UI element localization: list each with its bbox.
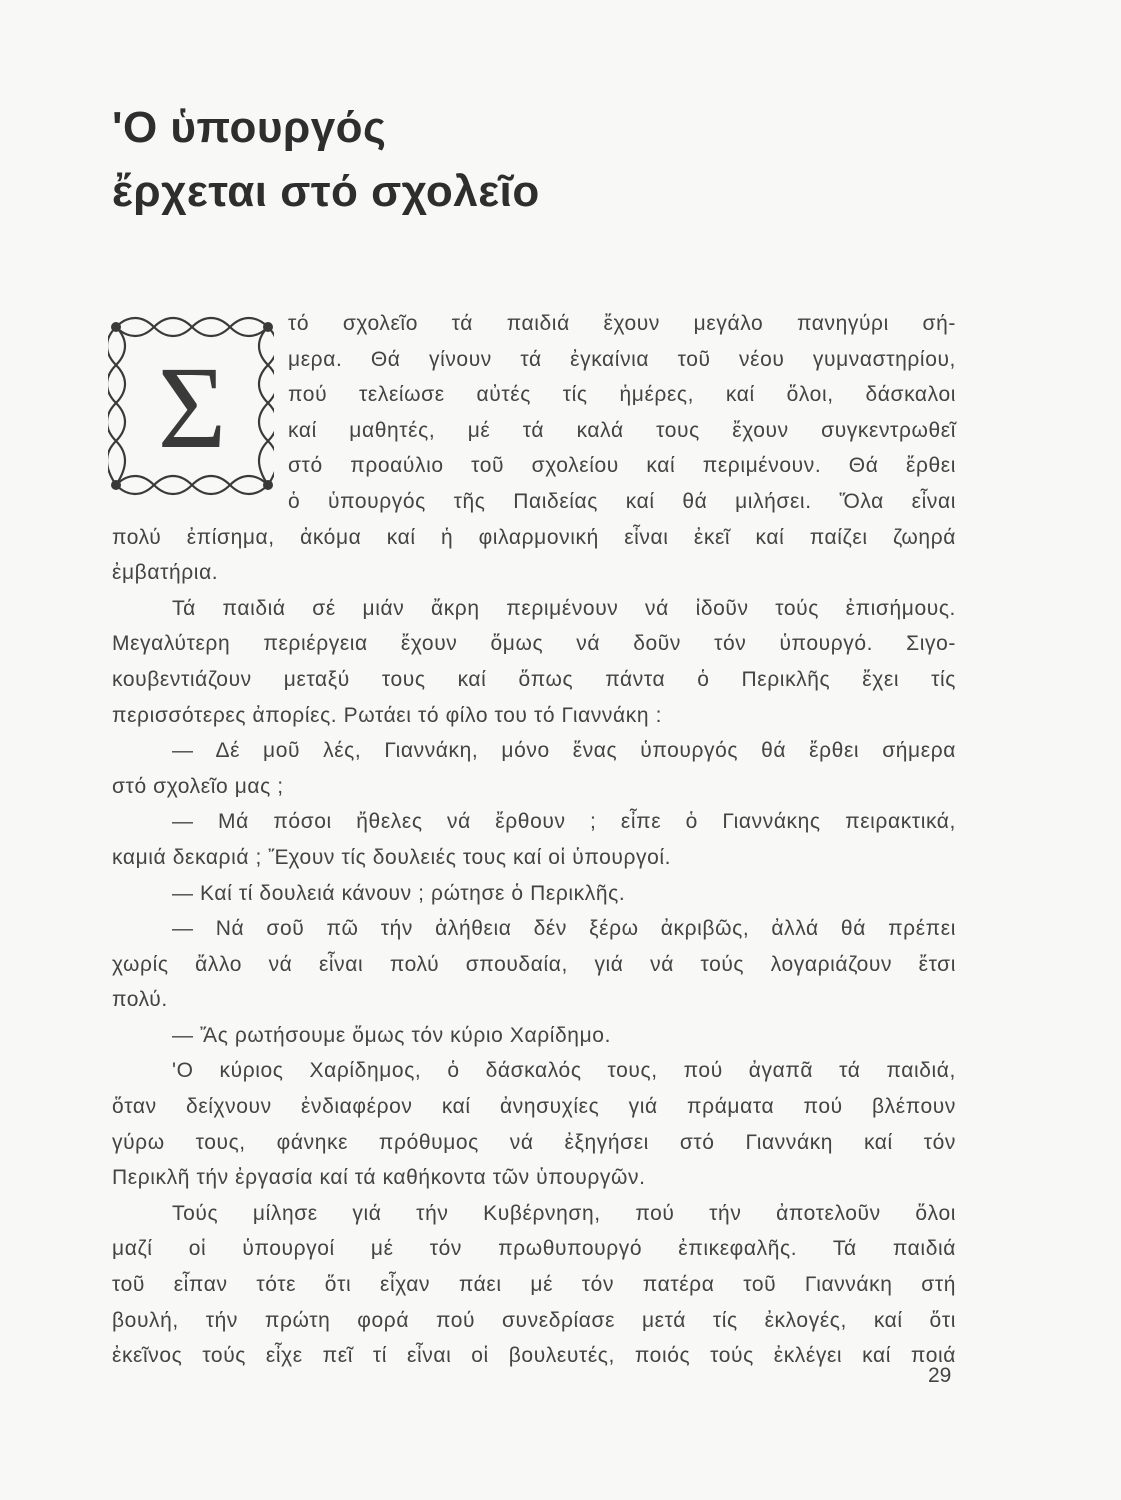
- text-line: πολύ ἐπίσημα, ἀκόμα καί ἡ φιλαρμονική εἶναι ἐκεῖ καί παίζει ζωηρά: [112, 525, 956, 549]
- text-line: 'Ο κύριος Χαρίδημος, ὁ δάσκαλός τους, πού ἀγαπᾶ τά παιδιά,: [172, 1059, 956, 1083]
- text-line: βουλή, τήν πρώτη φορά πού συνεδρίασε μετά τίς ἐκλογές, καί ὅτι: [112, 1308, 956, 1332]
- chapter-title-line-2: ἔρχεται στό σχολεῖο: [112, 167, 540, 216]
- text-line: Τά παιδιά σέ μιάν ἄκρη περιμένουν νά ἰδοῦν τούς ἐπισήμους.: [172, 596, 956, 620]
- text-line: γύρω τους, φάνηκε πρόθυμος νά ἐξηγήσει στό Γιαννάκη καί τόν: [112, 1130, 956, 1154]
- text-line: Περικλῆ τήν ἐργασία καί τά καθήκοντα τῶν ὑπουργῶν.: [112, 1166, 646, 1190]
- body-text: [112, 306, 956, 1374]
- text-line: μερα. Θά γίνουν τά ἐγκαίνια τοῦ νέου γυμναστηρίου,: [288, 347, 956, 371]
- text-line: τό σχολεῖο τά παιδιά ἔχουν μεγάλο πανηγύρι σή-: [288, 312, 956, 335]
- text-line: καί μαθητές, μέ τά καλά τους ἔχουν συγκεντρωθεῖ: [288, 418, 956, 442]
- text-line: πού τελείωσε αὐτές τίς ἡμέρες, καί ὅλοι, δάσκαλοι: [288, 383, 956, 407]
- text-line: στό σχολεῖο μας ;: [112, 774, 284, 798]
- text-line: Τούς μίλησε γιά τήν Κυβέρνηση, πού τήν ἀποτελοῦν ὅλοι: [172, 1201, 956, 1225]
- text-line: Μεγαλύτερη περιέργεια ἔχουν ὅμως νά δοῦν τόν ὑπουργό. Σιγο-: [112, 632, 956, 656]
- text-line: — Καί τί δουλειά κάνουν ; ρώτησε ὁ Περικλῆς.: [172, 881, 626, 905]
- text-line: — Μά πόσοι ἤθελες νά ἔρθουν ; εἶπε ὁ Γιαννάκης πειρακτικά,: [172, 810, 956, 834]
- text-line: ἐκεῖνος τούς εἶχε πεῖ τί εἶναι οἱ βουλευτές, ποιός τούς ἐκλέγει καί ποιά: [112, 1344, 956, 1368]
- text-line: — Νά σοῦ πῶ τήν ἀλήθεια δέν ξέρω ἀκριβῶς, ἀλλά θά πρέπει: [172, 917, 956, 941]
- text-line: πολύ.: [112, 988, 168, 1012]
- text-line: μαζί οἱ ὑπουργοί μέ τόν πρωθυπουργό ἐπικεφαλῆς. Τά παιδιά: [112, 1237, 956, 1261]
- text-line: ἐμβατήρια.: [112, 561, 219, 585]
- text-line: ὁ ὑπουργός τῆς Παιδείας καί θά μιλήσει. Ὅλα εἶναι: [288, 489, 956, 513]
- text-line: — Δέ μοῦ λές, Γιαννάκη, μόνο ἕνας ὑπουργός θά ἔρθει σήμερα: [172, 739, 956, 763]
- text-line: κουβεντιάζουν μεταξύ τους καί ὅπως πάντα ὁ Περικλῆς ἔχει τίς: [112, 667, 956, 691]
- text-line: περισσότερες ἀπορίες. Ρωτάει τό φίλο του τό Γιαννάκη :: [112, 703, 663, 727]
- drop-cap-letter: Σ: [157, 342, 227, 473]
- text-line: ὅταν δείχνουν ἐνδιαφέρον καί ἀνησυχίες γιά πράματα πού βλέπουν: [112, 1095, 956, 1119]
- text-line: στό προαύλιο τοῦ σχολείου καί περιμένουν. Θά ἔρθει: [288, 454, 956, 478]
- text-line: τοῦ εἶπαν τότε ὅτι εἶχαν πάει μέ τόν πατέρα τοῦ Γιαννάκη στή: [112, 1273, 956, 1297]
- page-number: 29: [928, 1364, 952, 1387]
- chapter-title: [112, 96, 912, 224]
- text-line: καμιά δεκαριά ; Ἔχουν τίς δουλειές τους καί οἱ ὑπουργοί.: [112, 845, 672, 869]
- chapter-title-line-1: 'Ο ὑπουργός: [112, 103, 387, 152]
- text-line: — Ἄς ρωτήσουμε ὅμως τόν κύριο Χαρίδημο.: [172, 1023, 612, 1047]
- text-line: χωρίς ἄλλο νά εἶναι πολύ σπουδαία, γιά νά τούς λογαριάζουν ἔτσι: [112, 952, 956, 976]
